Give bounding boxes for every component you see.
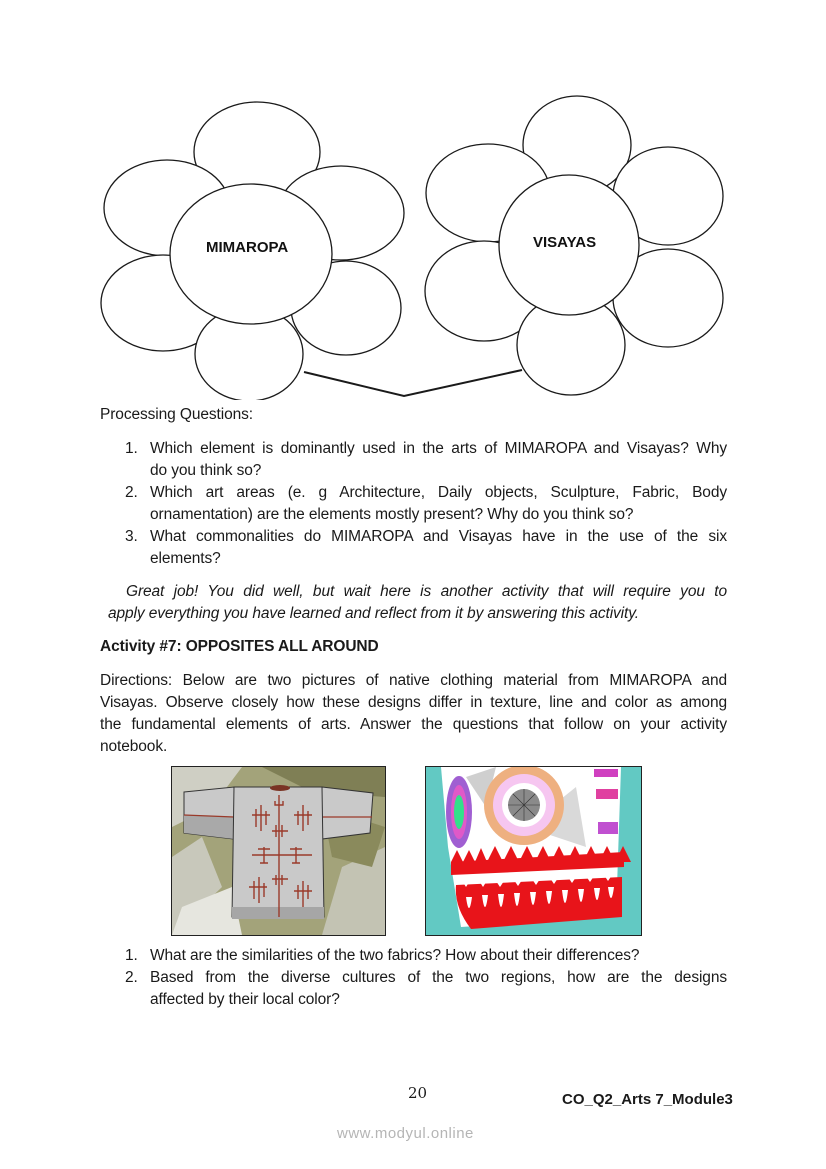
watermark: www.modyul.online <box>337 1125 474 1142</box>
visayas-fabric-image <box>425 766 642 936</box>
activity-directions: Directions: Below are two pictures of native clothing material from MIMAROPA and Visayas. Observe closely how these designs differ in texture, line and color as among the fundamental elements of arts. Answer the questions that follow on your activity notebook. <box>100 672 727 755</box>
center-label-visayas: VISAYAS <box>533 234 597 251</box>
center-label-mimaropa: MIMAROPA <box>206 239 289 256</box>
processing-questions-heading: Processing Questions: <box>100 406 253 423</box>
connector-line <box>304 370 522 396</box>
mimaropa-fabric-image <box>171 766 386 936</box>
page-number: 20 <box>408 1084 428 1102</box>
processing-question-3: 3. What commonalities do MIMAROPA and Visayas have in the use of the six elements? <box>125 528 727 567</box>
processing-question-2: 2. Which art areas (e. g Architecture, Daily objects, Sculpture, Fabric, Body ornamentation) are the elements mostly present? Why do you think so? <box>125 484 727 523</box>
activity-question-2: 2. Based from the diverse cultures of the two regions, how are the designs affected by their local color? <box>125 969 727 1008</box>
activity-title: Activity #7: OPPOSITES ALL AROUND <box>100 638 379 655</box>
mimaropa-shirt-illustration <box>172 767 385 935</box>
module-code: CO_Q2_Arts 7_Module3 <box>562 1091 733 1108</box>
encouragement-paragraph: Great job! You did well, but wait here is another activity that will require you to apply everything you have learned and reflect from it by answering this activity. <box>108 583 727 622</box>
flower-diagrams <box>0 0 826 400</box>
activity-questions-list <box>125 945 727 1011</box>
visayas-fabric-illustration <box>426 767 641 935</box>
flower-diagram-svg <box>0 0 826 400</box>
processing-question-1: 1. Which element is dominantly used in the arts of MIMAROPA and Visayas? Why do you think so? <box>125 440 727 479</box>
processing-questions-list <box>125 438 727 570</box>
activity-question-1: 1. What are the similarities of the two fabrics? How about their differences? <box>125 947 640 964</box>
